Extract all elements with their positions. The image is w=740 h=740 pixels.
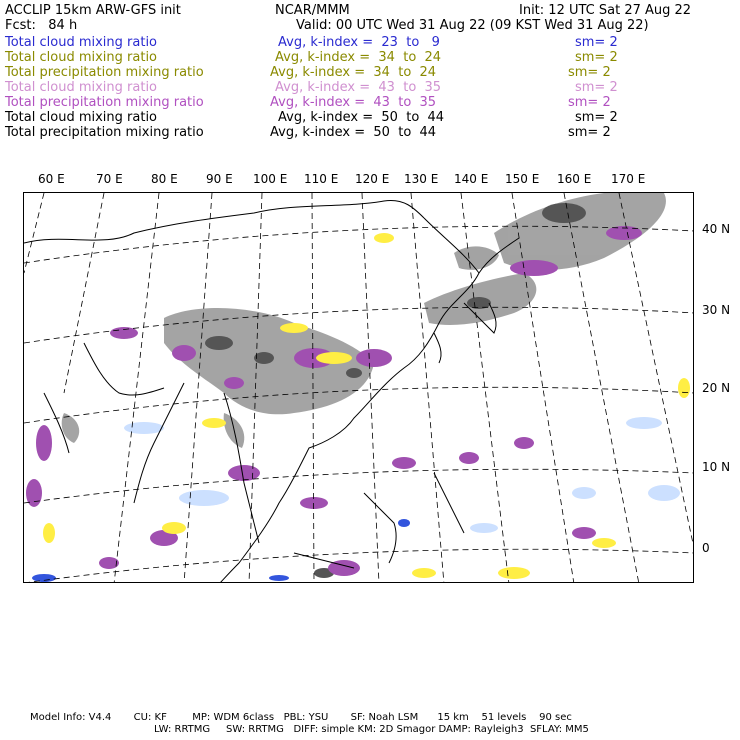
layer-1-name: Total cloud mixing ratio xyxy=(5,35,158,50)
lon-label-170e: 170 E xyxy=(611,172,646,186)
layer-6-avg: Avg, k-index = 50 to 44 xyxy=(278,110,445,125)
layer-5-avg: Avg, k-index = 43 to 35 xyxy=(270,95,437,110)
map-canvas xyxy=(24,193,694,583)
layer-3-sm: sm= 2 xyxy=(568,65,611,80)
cloud-blue-layer xyxy=(32,417,680,582)
init-time: Init: 12 UTC Sat 27 Aug 22 xyxy=(519,3,692,18)
lon-label-130e: 130 E xyxy=(404,172,439,186)
layer-1-avg: Avg, k-index = 23 to 9 xyxy=(278,35,440,50)
model-title: ACCLIP 15km ARW-GFS init xyxy=(5,3,181,18)
lon-label-150e: 150 E xyxy=(505,172,540,186)
lon-label-120e: 120 E xyxy=(355,172,390,186)
layer-6-sm: sm= 2 xyxy=(575,110,618,125)
layer-3-avg: Avg, k-index = 34 to 24 xyxy=(270,65,437,80)
layer-5-sm: sm= 2 xyxy=(568,95,611,110)
layer-7-sm: sm= 2 xyxy=(568,125,611,140)
layer-2-name: Total cloud mixing ratio xyxy=(5,50,158,65)
lat-label-40n: 40 N xyxy=(702,222,731,236)
lon-label-90e: 90 E xyxy=(206,172,233,186)
lon-label-60e: 60 E xyxy=(38,172,65,186)
cloud-gray-layer xyxy=(62,193,666,448)
lon-label-80e: 80 E xyxy=(151,172,178,186)
lon-label-110e: 110 E xyxy=(304,172,339,186)
org-label: NCAR/MMM xyxy=(275,3,350,18)
cloud-yellow-layer xyxy=(43,233,690,579)
lat-label-0: 0 xyxy=(702,541,710,555)
lon-label-140e: 140 E xyxy=(454,172,489,186)
layer-4-sm: sm= 2 xyxy=(575,80,618,95)
valid-time: Valid: 00 UTC Wed 31 Aug 22 (09 KST Wed 31 Aug 22) xyxy=(296,18,649,33)
layer-2-avg: Avg, k-index = 34 to 24 xyxy=(275,50,442,65)
layer-3-name: Total precipitation mixing ratio xyxy=(5,65,204,80)
layer-2-sm: sm= 2 xyxy=(575,50,618,65)
footer-model-info: Model Info: V4.4 CU: KF MP: WDM 6class PBL: YSU SF: Noah LSM 15 km 51 levels 90 sec xyxy=(30,712,572,723)
layer-7-name: Total precipitation mixing ratio xyxy=(5,125,204,140)
lon-label-70e: 70 E xyxy=(96,172,123,186)
layer-4-name: Total cloud mixing ratio xyxy=(5,80,158,95)
lon-label-160e: 160 E xyxy=(557,172,592,186)
lat-label-10n: 10 N xyxy=(702,460,731,474)
layer-4-avg: Avg, k-index = 43 to 35 xyxy=(275,80,442,95)
layer-6-name: Total cloud mixing ratio xyxy=(5,110,158,125)
footer-physics-info: LW: RRTMG SW: RRTMG DIFF: simple KM: 2D Smagor DAMP: Rayleigh3 SFLAY: MM5 xyxy=(154,724,589,735)
map-panel xyxy=(23,192,694,583)
layer-1-sm: sm= 2 xyxy=(575,35,618,50)
forecast-hour: Fcst: 84 h xyxy=(5,18,78,33)
lon-label-100e: 100 E xyxy=(253,172,288,186)
layer-5-name: Total precipitation mixing ratio xyxy=(5,95,204,110)
lat-label-30n: 30 N xyxy=(702,303,731,317)
layer-7-avg: Avg, k-index = 50 to 44 xyxy=(270,125,437,140)
lat-label-20n: 20 N xyxy=(702,381,731,395)
